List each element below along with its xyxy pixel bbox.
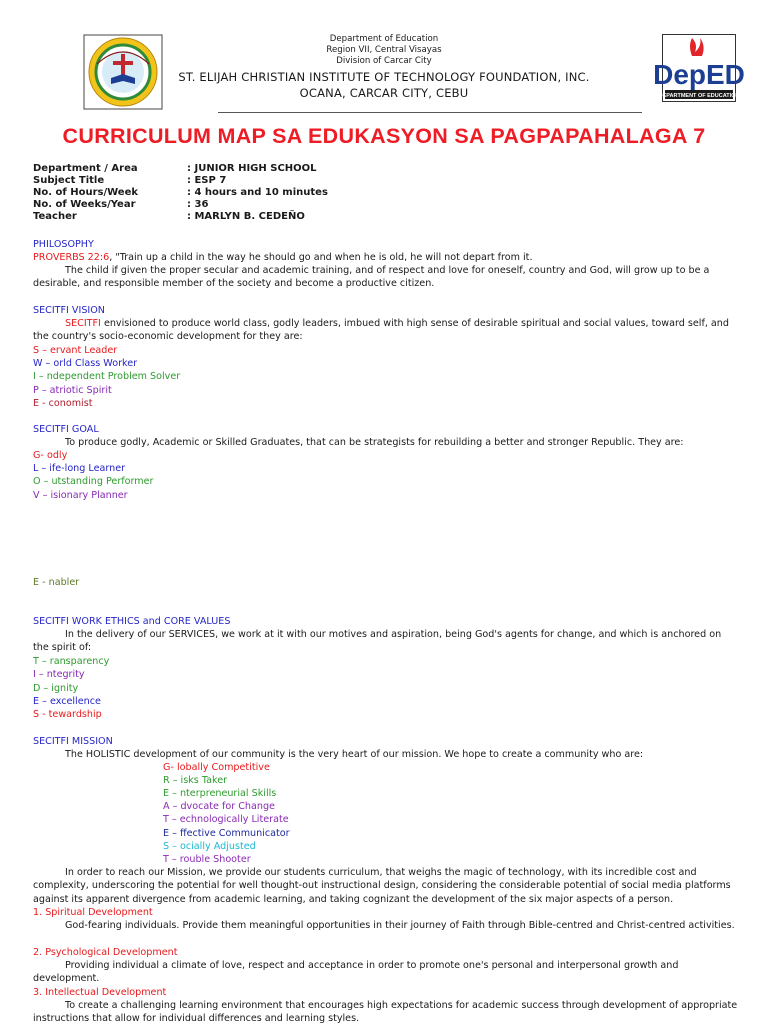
- deped-logo-wordmark: DepED: [653, 59, 745, 90]
- ethics-item: S - tewardship: [33, 709, 102, 720]
- vision-item: W – orld Class Worker: [33, 358, 138, 369]
- school-address: OCANA, CARCAR CITY, CEBU: [299, 86, 469, 100]
- vision-heading: SECITFI VISION: [33, 305, 105, 316]
- ethics-heading: SECITFI WORK ETHICS and CORE VALUES: [33, 616, 231, 627]
- aspect-heading: 2. Psychological Development: [33, 947, 178, 958]
- dept-name: Department of Education: [329, 34, 439, 44]
- mission-paragraph-2: In order to reach our Mission, we provide our students curriculum, that weighs the magic of technology, with its incredible cost and complexity, underscoring the potential for well thought-out instructional design, considering the considerable potential of social media platforms against its apparent divergence from academic learning, and taking cognizant the development of the six major aspects of a person.: [33, 867, 731, 905]
- mission-item: T – echnologically Literate: [163, 814, 289, 825]
- vision-item: S – ervant Leader: [33, 345, 118, 356]
- info-key: Department / Area: [33, 163, 138, 174]
- goal-item: L – ife-long Learner: [33, 463, 126, 474]
- info-row: [33, 211, 328, 223]
- quote-text: , "Train up a child in the way he should go and when he is old, he will not depart from it.: [109, 252, 533, 263]
- vision-paragraph: [33, 317, 738, 344]
- ethics-item: I – ntegrity: [33, 669, 85, 680]
- goal-item: E - nabler: [33, 577, 80, 588]
- mission-item: G- lobally Competitive: [163, 762, 270, 773]
- aspect-heading: 3. Intellectual Development: [33, 987, 167, 998]
- aspect-heading: 1. Spiritual Development: [33, 907, 153, 918]
- aspect-text: To create a challenging learning environment that encourages high expectations for academic success through development of appropriate instructions that allow for individual differences and learning styles.: [33, 1000, 738, 1025]
- bible-reference: PROVERBS 22:6: [33, 252, 110, 263]
- info-row: [33, 187, 328, 199]
- ethics-item: D – ignity: [33, 683, 79, 694]
- vision-item: P – atriotic Spirit: [33, 385, 112, 396]
- philosophy-heading: PHILOSOPHY: [33, 239, 94, 250]
- mission-item: E – nterpreneurial Skills: [163, 788, 277, 799]
- goal-item: V – isionary Planner: [33, 490, 128, 501]
- info-value: : 4 hours and 10 minutes: [187, 187, 328, 198]
- goal-heading: SECITFI GOAL: [33, 424, 99, 435]
- aspect-text: God-fearing individuals. Provide them meaningful opportunities in their journey of Faith through Bible-centred and Christ-centred activities.: [65, 920, 735, 931]
- goal-paragraph: To produce godly, Academic or Skilled Graduates, that can be strategists for rebuilding a better and stronger Republic. They are:: [65, 437, 684, 448]
- header-divider: [218, 112, 642, 113]
- info-value: : 36: [187, 199, 209, 210]
- deped-logo-caption: DEPARTMENT OF EDUCATION: [658, 93, 740, 99]
- info-key: No. of Hours/Week: [33, 187, 139, 198]
- page-title: CURRICULUM MAP SA EDUKASYON SA PAGPAPAHALAGA 7: [62, 124, 706, 148]
- subject-info-table: [33, 163, 328, 223]
- goal-item: O – utstanding Performer: [33, 476, 154, 487]
- info-key: Teacher: [33, 211, 77, 222]
- info-row: [33, 199, 328, 211]
- deped-logo: [653, 34, 745, 102]
- info-value: : ESP 7: [187, 175, 227, 186]
- region-name: Region VII, Central Visayas: [326, 45, 442, 55]
- goal-item: G- odly: [33, 450, 68, 461]
- vision-item: E - conomist: [33, 398, 93, 409]
- info-value: : JUNIOR HIGH SCHOOL: [187, 163, 317, 174]
- mission-item: R – isks Taker: [163, 775, 228, 786]
- ethics-item: E – excellence: [33, 696, 101, 707]
- info-row: [33, 175, 328, 187]
- mission-item: T – rouble Shooter: [163, 854, 251, 865]
- vision-lead: SECITFI: [65, 318, 101, 329]
- info-key: No. of Weeks/Year: [33, 199, 136, 210]
- mission-item: E – ffective Communicator: [163, 828, 290, 839]
- aspect-text: Providing individual a climate of love, respect and acceptance in order to promote one's personal and interpersonal growth and development.: [33, 960, 679, 985]
- philosophy-quote: [33, 251, 738, 264]
- mission-item: A – dvocate for Change: [163, 801, 275, 812]
- mission-paragraph: The HOLISTIC development of our community is the very heart of our mission. We hope to create a community who are:: [65, 749, 644, 760]
- mission-heading: SECITFI MISSION: [33, 736, 113, 747]
- info-value: : MARLYN B. CEDEÑO: [187, 211, 305, 222]
- ethics-paragraph: In the delivery of our SERVICES, we work at it with our motives and aspiration, being God's agents for change, and which is anchored on the spirit of:: [33, 629, 722, 654]
- mission-item: S – ocially Adjusted: [163, 841, 256, 852]
- info-row: [33, 163, 328, 175]
- philosophy-paragraph: The child if given the proper secular and academic training, and of respect and love for oneself, country and God, will grow up to be a desirable, and responsible member of the society and become a productive citizen.: [33, 265, 710, 290]
- info-key: Subject Title: [33, 175, 105, 186]
- vision-item: I – ndependent Problem Solver: [33, 371, 181, 382]
- vision-text: envisioned to produce world class, godly leaders, imbued with high sense of desirable spiritual and social values, toward self, and the country's socio-economic development for they are:: [33, 318, 729, 343]
- division-name: Division of Carcar City: [336, 56, 432, 66]
- ethics-item: T – ransparency: [33, 656, 110, 667]
- school-name: ST. ELIJAH CHRISTIAN INSTITUTE OF TECHNOLOGY FOUNDATION, INC.: [178, 70, 590, 84]
